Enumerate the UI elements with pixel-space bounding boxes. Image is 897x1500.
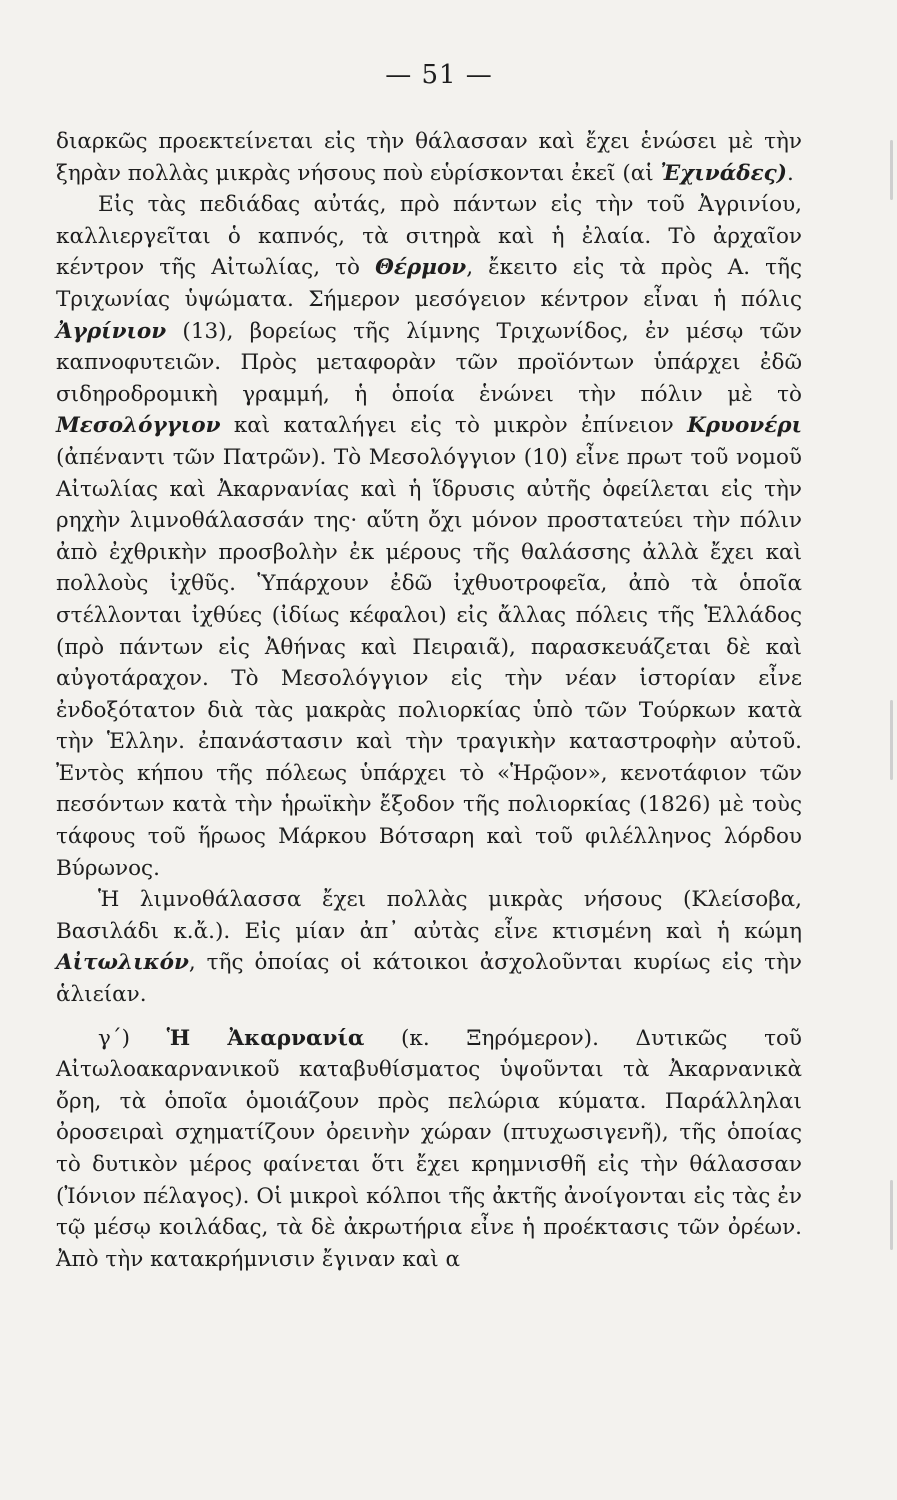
paragraph-1 [56, 126, 802, 189]
text-run: Ἡ λιμνοθάλασσα ἔχει πολλὰς μικρὰς νήσους (Κλείσοβα, Βασιλάδι κ.ἄ.). Εἰς μίαν ἀπ᾿ αὐτὰς εἶνε κτισμένη καὶ ἡ κώμη [56, 887, 802, 944]
place-name-mesolongion: Μεσολόγγιον [56, 413, 221, 439]
place-name-echinades: Ἐχινάδες) [660, 160, 787, 186]
text-run: διαρκῶς προεκτείνεται εἰς τὴν θάλασσαν καὶ ἔχει ἑνώσει μὲ τὴν ξηρὰν πολλὰς μικρὰς νήσους ποὺ εὑρίσκονται ἐκεῖ (αἱ [56, 129, 802, 186]
paragraph-2 [56, 189, 802, 884]
text-run: (κ. Ξηρόμερον). Δυτικῶς τοῦ Αἰτωλοακαρνανικοῦ καταβυθίσματος ὑψοῦνται τὰ Ἀκαρνανικὰ ὄρη, τὰ ὁποῖα ὁμοιάζουν πρὸς πελώρια κύματα. Παράλληλαι ὀροσειραὶ σχηματίζουν ὀρεινὴν χώραν (πτυχωσιγενῆ), τῆς ὁποίας τὸ δυτικὸν μέρος φαίνεται ὅτι ἔχει κρημνισθῆ εἰς τὴν θάλασσαν (Ἰόνιον πέλαγος). Οἱ μικροὶ κόλποι τῆς ἀκτῆς ἀνοίγονται εἰς τὰς ἐν τῷ μέσῳ κοιλάδας, τὰ δὲ ἀκρωτήρια εἶνε ἡ προέκτασις τῶν ὀρέων. Ἀπὸ τὴν κατακρήμνισιν ἔγιναν καὶ α [56, 1025, 802, 1272]
paragraph-3 [56, 884, 802, 1010]
text-run: , ἔκειτο εἰς τὰ πρὸς Α. τῆς Τριχωνίας ὑψώματα. Σήμερον μεσόγειον κέντρον εἶναι ἡ πόλις [56, 255, 802, 312]
section-marker: γ΄) [98, 1025, 167, 1051]
text-run: . [786, 160, 794, 186]
text-run: (13), βορείως τῆς λίμνης Τριχωνίδος, ἐν μέσῳ τῶν καπνοφυτειῶν. Πρὸς μεταφορὰν τῶν προϊόντων ὑπάρχει ἐδῶ σιδηροδρομικὴ γραμμή, ἡ ὁποία ἑνώνει τὴν πόλιν μὲ τὸ [56, 318, 802, 407]
page-edge-mark [890, 1180, 893, 1250]
place-name-aitolikon: Αἰτωλικόν [56, 950, 189, 976]
text-run: Εἰς τὰς πεδιάδας αὐτάς, πρὸ πάντων εἰς τὴν τοῦ Ἀγρινίου, καλλιεργεῖται ὁ καπνός, τὰ σιτηρὰ καὶ ἡ ἐλαία. Τὸ ἀρχαῖον κέντρον τῆς Αἰτωλίας, τὸ [56, 192, 802, 281]
place-name-thermon: Θέρμον [375, 255, 467, 281]
page-number: — 51 — [385, 60, 493, 90]
page-edge-mark [890, 140, 893, 200]
text-run: καὶ καταλήγει εἰς τὸ μικρὸν ἐπίνειον [220, 413, 688, 439]
section-heading-akarnania: Ἡ Ἀκαρνανία [166, 1025, 365, 1051]
paragraph-4 [56, 1023, 802, 1276]
page-edge-mark [890, 700, 893, 780]
text-run: , τῆς ὁποίας οἱ κάτοικοι ἀσχολοῦνται κυρίως εἰς τὴν ἁλιείαν. [56, 950, 802, 1008]
place-name-kryoneri: Κρυονέρι [687, 413, 802, 439]
place-name-agrinion: Ἀγρίνιον [56, 318, 167, 344]
text-run: (ἀπέναντι τῶν Πατρῶν). Τὸ Μεσολόγγιον (10) εἶνε πρωτ τοῦ νομοῦ Αἰτωλίας καὶ Ἀκαρνανίας καὶ ἡ ἵδρυσις αὐτῆς ὀφείλεται εἰς τὴν ρηχὴν λιμνοθάλασσάν της· αὕτη ὄχι μόνον προστατεύει τὴν πόλιν ἀπὸ ἐχθρικὴν προσβολὴν ἐκ μέρους τῆς θαλάσσης ἀλλὰ ἔχει καὶ πολλοὺς ἰχθῦς. Ὑπάρχουν ἐδῶ ἰχθυοτροφεῖα, ἀπὸ τὰ ὁποῖα στέλλονται ἰχθύες (ἰδίως κέφαλοι) εἰς ἄλλας πόλεις τῆς Ἑλλάδος (πρὸ πάντων εἰς Ἀθήνας καὶ Πειραιᾶ), παρασκευάζεται δὲ καὶ αὐγοτάραχον. Τὸ Μεσολόγγιον εἰς τὴν νέαν ἱστορίαν εἶνε ἐνδοξότατον διὰ τὰς μακρὰς πολιορκίας ὑπὸ τῶν Τούρκων κατὰ τὴν Ἑλλην. ἐπανάστασιν καὶ τὴν τραγικὴν καταστροφὴν αὐτοῦ. Ἐντὸς κήπου τῆς πόλεως ὑπάρχει τὸ «Ἡρῷον», κενοτάφιον τῶν πεσόντων κατὰ τὴν ἡρωϊκὴν ἔξοδον τῆς πολιορκίας (1826) μὲ τοὺς τάφους τοῦ ἥρωος Μάρκου Βότσαρη καὶ τοῦ φιλέλληνος λόρδου Βύρωνος. [56, 444, 802, 881]
